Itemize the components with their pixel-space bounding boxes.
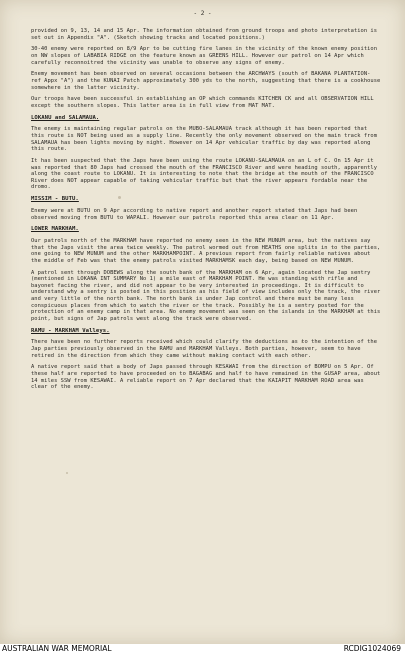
paragraph: Our patrols north of the MARKHAM have reported no enemy seen in the NEW MUNUM area, but the natives say that the Japs visit the area twice weekly. The patrol wormed out from HEATHS one splits in to the parties, one going to NEW MUNUM and the other MARKHAMPOINT. A previous report from fairly reliable natives about the middle of Feb was that the enemy patrols visited MARKHAMSK each day, being based on NEW MUNUM.	[31, 238, 381, 264]
paragraph: There have been no further reports received which could clarify the deductions as to the intention of the Jap parties previously observed in the RAMU and MARKHAM Valleys. Both parties, however, seem to have retired in the direction from which they came without making contact with each other.	[31, 339, 378, 359]
page-number: - 2 -	[193, 10, 212, 17]
top-paragraph: provided on 9, 13, 14 and 15 Apr. The information obtained from ground troops and photo interpretation is set out in Appendix "A". (Sketch showing tracks and located positions.)	[31, 28, 378, 41]
section-heading-missim: MISSIM - BUTU.	[31, 196, 79, 203]
paragraph: A native report said that a body of Japs passed through KESAWAI from the direction of BOMPU on 5 Apr. Of these half are reported to have proceeded on to BAGABAG and half to have remained in the GUSAP area, about 14 miles SSW from KESAWAI. A reliable report on 7 Apr declared that the KAIAPIT MARKHAM ROAD area was clear of the enemy.	[31, 364, 381, 391]
archive-footer	[0, 644, 405, 654]
document-body	[31, 28, 383, 396]
paragraph: The enemy is maintaining regular patrols on the MUBO-SALAMAUA track although it has been reported that this route is NOT being used as a supply line. Recently the only movement observed on the main track from SALAMAUA has been lights moving by night. However on 14 Apr vehicular traffic by day was reported along this route.	[31, 126, 378, 153]
paragraph: 30-40 enemy were reported on 8/9 Apr to be cutting fire lanes in the vicinity of the known enemy position on NW slopes of LABABIA RIDGE on the feature known as GREENS HILL. However our patrol on 14 Apr which carefully reconnoitred the vicinity was unable to observe any signs of enemy.	[31, 46, 378, 66]
section-heading-markham: LOWER MARKHAM.	[31, 226, 79, 233]
footer-record-id: RCDIG1024069	[343, 644, 401, 653]
paragraph: A patrol sent through DOBEWS along the south bank of the MARKHAM on 6 Apr, again located the Jap sentry (mentioned in LOKANA INT SUMMARY No 1) a mile east of MARKHAM POINT. He was standing with rifle and bayonet facing the river, and did not appear to be very interested in proceedings. It is difficult to understand why a sentry is posted in this position as his field of view includes only the track, the river and very little of the north bank. The north bank is under Jap control and there must be many less conspicuous places from which to watch the river or the track. Possibly he is a sentry posted for the protection of an enemy camp in that area. No enemy movement was seen on the islands in the MARKHAM at this point, but signs of Jap patrols west along the track were observed.	[31, 269, 381, 322]
footer-institution: AUSTRALIAN WAR MEMORIAL	[2, 644, 112, 653]
section-heading-lokanu: LOKANU and SALAMAUA.	[31, 114, 100, 121]
paragraph: Enemy were at BUTU on 9 Apr according to native report and another report stated that Japs had been observed moving from BUTU to WAPALI. However our patrols reported this area clear on 11 Apr.	[31, 207, 358, 221]
section-heading-ramu: RAMU - MARKHAM Valleys.	[31, 327, 110, 334]
paragraph: Our troops have been successful in establishing an OP which commands KITCHEN CK and all OBSERVATION HILL except the southern slopes. This latter area is in full view from MAT MAT.	[31, 96, 374, 109]
paragraph: It has been suspected that the Japs have been using the route LOKANU-SALAMAUA on an L of C. On 15 Apr it was reported that 80 Japs had crossed the mouth of the FRANCISCO River and were heading south, apparently along the coast route to LOKANU. It is interesting to note that the bridge at the mouth of the FRANCISCO River does NOT appear capable of taking vehicular traffic but that the river appears fordable near the dromo.	[31, 158, 378, 191]
paper-speck	[66, 472, 68, 474]
paragraph: Enemy movement has been observed on several occasions between the ARCHWAYS (south of BAKANA PLANTATION- ref Appx "A") and the KUNAI Patch approximately 300 yds to the north, suggesting that there is a cookhouse somewhere in the latter vicinity.	[31, 71, 381, 91]
